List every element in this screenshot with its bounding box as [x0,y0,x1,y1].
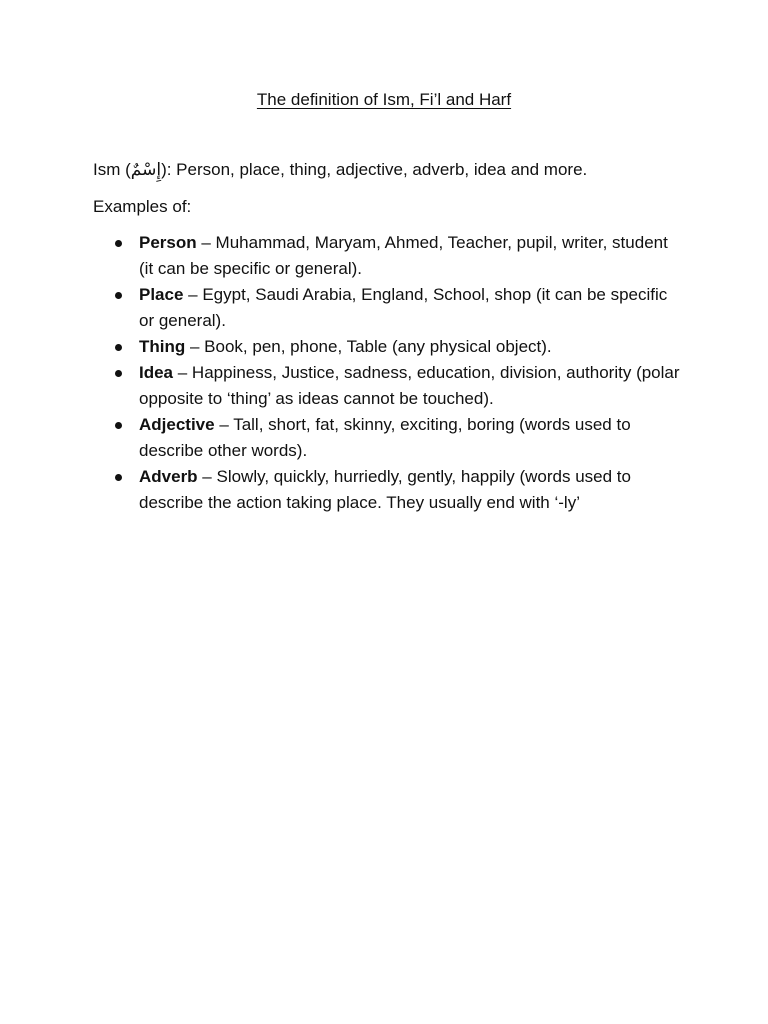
bullet-icon [115,344,122,351]
list-item [115,334,685,360]
example-description: – Slowly, quickly, hurriedly, gently, happily (words used to describe the action taking place. They usually end with ‘-ly’ [139,467,631,512]
example-term: Adjective [139,415,215,434]
example-description: – Egypt, Saudi Arabia, England, School, shop (it can be specific or general). [139,285,668,330]
bullet-icon [115,422,122,429]
bullet-icon [115,240,122,247]
bullet-icon [115,292,122,299]
example-term: Person [139,233,197,252]
example-term: Place [139,285,184,304]
ism-definition: Ism (إِسْمٌ): Person, place, thing, adjective, adverb, idea and more. [93,160,588,179]
example-term: Thing [139,337,186,356]
list-item [115,360,685,412]
list-item [115,282,685,334]
example-description: – Muhammad, Maryam, Ahmed, Teacher, pupil, writer, student (it can be specific or general). [139,233,668,278]
page-title: The definition of Ism, Fi’l and Harf [256,90,512,109]
example-description: – Happiness, Justice, sadness, education, division, authority (polar opposite to ‘thing’ as ideas cannot be touched). [139,363,680,408]
bullet-icon [115,370,122,377]
example-term: Idea [139,363,174,382]
bullet-icon [115,474,122,481]
list-item [115,230,685,282]
examples-list [115,230,685,516]
example-description: – Tall, short, fat, skinny, exciting, boring (words used to describe other words). [139,415,631,460]
examples-label: Examples of: [93,197,192,216]
list-item [115,464,685,516]
example-description: – Book, pen, phone, Table (any physical object). [185,337,552,356]
example-term: Adverb [139,467,198,486]
list-item [115,412,685,464]
